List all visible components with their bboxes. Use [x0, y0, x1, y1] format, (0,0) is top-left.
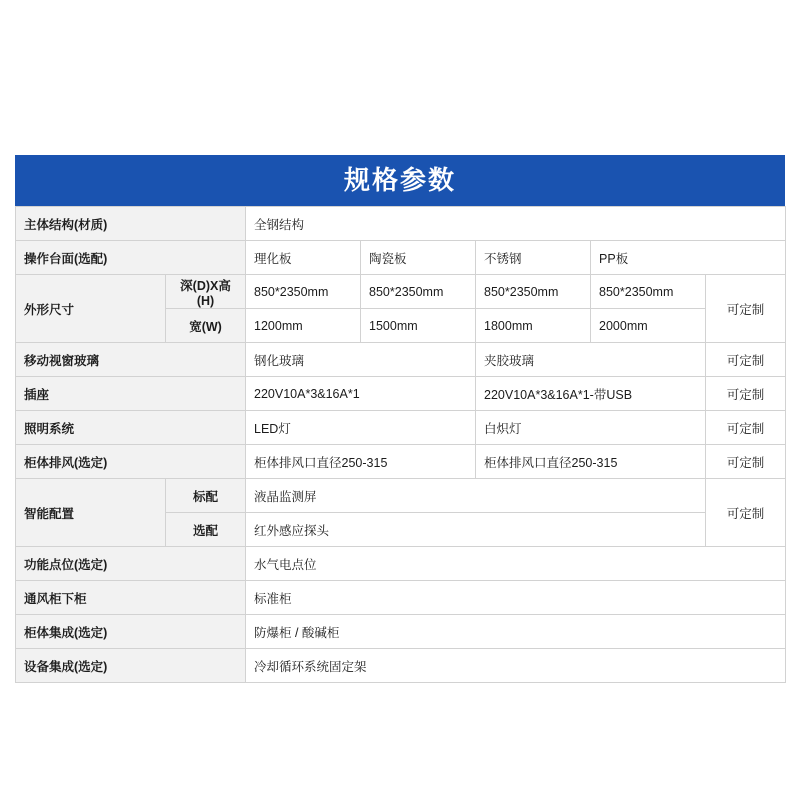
row-value: 陶瓷板 — [361, 241, 476, 275]
table-row — [16, 275, 786, 309]
table-row — [16, 343, 786, 377]
row-value: 850*2350mm — [246, 275, 361, 309]
row-value: 防爆柜 / 酸碱柜 — [246, 615, 786, 649]
row-label: 通风柜下柜 — [16, 581, 246, 615]
row-value: 220V10A*3&16A*1-带USB — [476, 377, 706, 411]
row-value: 冷却循环系统固定架 — [246, 649, 786, 683]
row-value: 1800mm — [476, 309, 591, 343]
row-sublabel: 选配 — [166, 513, 246, 547]
row-value: 夹胶玻璃 — [476, 343, 706, 377]
row-sublabel: 宽(W) — [166, 309, 246, 343]
row-value: 850*2350mm — [361, 275, 476, 309]
customizable-badge: 可定制 — [706, 445, 786, 479]
spec-table-container — [15, 155, 785, 683]
row-value: 水气电点位 — [246, 547, 786, 581]
row-value: PP板 — [591, 241, 786, 275]
table-row — [16, 615, 786, 649]
table-row — [16, 649, 786, 683]
table-row — [16, 241, 786, 275]
row-value: 柜体排风口直径250-315 — [246, 445, 476, 479]
table-row — [16, 581, 786, 615]
row-value: 1500mm — [361, 309, 476, 343]
customizable-badge: 可定制 — [706, 411, 786, 445]
row-sublabel: 深(D)X高(H) — [166, 275, 246, 309]
customizable-badge: 可定制 — [706, 343, 786, 377]
table-row — [16, 207, 786, 241]
row-value: 红外感应探头 — [246, 513, 706, 547]
row-sublabel: 标配 — [166, 479, 246, 513]
table-row — [16, 377, 786, 411]
row-label: 操作台面(选配) — [16, 241, 246, 275]
row-value: 全钢结构 — [246, 207, 786, 241]
row-value: 白炽灯 — [476, 411, 706, 445]
row-value: 理化板 — [246, 241, 361, 275]
row-value: 液晶监测屏 — [246, 479, 706, 513]
customizable-badge: 可定制 — [706, 377, 786, 411]
row-value: 不锈钢 — [476, 241, 591, 275]
spec-table — [15, 206, 786, 683]
row-value: 柜体排风口直径250-315 — [476, 445, 706, 479]
table-row — [16, 479, 786, 513]
row-label: 功能点位(选定) — [16, 547, 246, 581]
row-value: 220V10A*3&16A*1 — [246, 377, 476, 411]
row-value: 850*2350mm — [591, 275, 706, 309]
customizable-badge: 可定制 — [706, 479, 786, 547]
row-label: 外形尺寸 — [16, 275, 166, 343]
row-label: 照明系统 — [16, 411, 246, 445]
row-value: LED灯 — [246, 411, 476, 445]
table-row — [16, 547, 786, 581]
row-value: 钢化玻璃 — [246, 343, 476, 377]
row-label: 插座 — [16, 377, 246, 411]
spec-table-title: 规格参数 — [15, 155, 785, 206]
row-value: 2000mm — [591, 309, 706, 343]
row-value: 850*2350mm — [476, 275, 591, 309]
row-label: 设备集成(选定) — [16, 649, 246, 683]
table-row — [16, 411, 786, 445]
row-label: 主体结构(材质) — [16, 207, 246, 241]
row-label: 移动视窗玻璃 — [16, 343, 246, 377]
customizable-badge: 可定制 — [706, 275, 786, 343]
row-label: 柜体排风(选定) — [16, 445, 246, 479]
table-row — [16, 445, 786, 479]
row-label: 柜体集成(选定) — [16, 615, 246, 649]
row-value: 标准柜 — [246, 581, 786, 615]
row-value: 1200mm — [246, 309, 361, 343]
row-label: 智能配置 — [16, 479, 166, 547]
